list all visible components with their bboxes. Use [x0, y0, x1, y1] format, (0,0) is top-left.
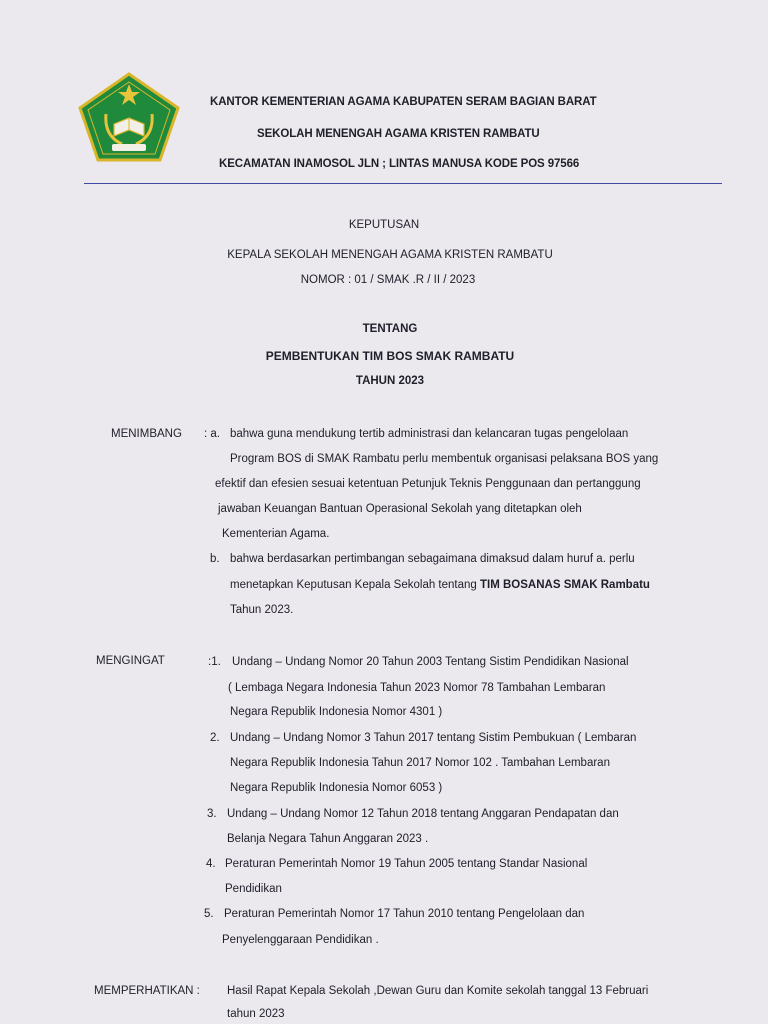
mengingat-2-marker: 2. [210, 732, 220, 744]
mengingat-5-line: Peraturan Pemerintah Nomor 17 Tahun 2010 tentang Pengelolaan dan [224, 908, 585, 920]
menimbang-a-line: bahwa guna mendukung tertib administrasi dan kelancaran tugas pengelolaan [230, 428, 629, 440]
mengingat-1-line: ( Lembaga Negara Indonesia Tahun 2023 Nomor 78 Tambahan Lembaran [228, 682, 606, 694]
mengingat-5-line: Penyelenggaraan Pendidikan . [222, 934, 379, 946]
mengingat-3-line: Undang – Undang Nomor 12 Tahun 2018 tentang Anggaran Pendapatan dan [227, 808, 619, 820]
menimbang-b-marker: b. [210, 553, 220, 565]
title-kepala: KEPALA SEKOLAH MENENGAH AGAMA KRISTEN RAMBATU [227, 249, 553, 261]
menimbang-a-line: efektif dan efesien sesuai ketentuan Petunjuk Teknis Penggunaan dan pertanggung [215, 478, 641, 490]
mengingat-4-line: Peraturan Pemerintah Nomor 19 Tahun 2005 tentang Standar Nasional [225, 858, 588, 870]
title-tahun: TAHUN 2023 [355, 375, 425, 387]
mengingat-3-marker: 3. [207, 808, 217, 820]
memperhatikan-line: tahun 2023 [227, 1008, 285, 1020]
memperhatikan-label: MEMPERHATIKAN : [94, 985, 200, 997]
title-keputusan: KEPUTUSAN [348, 219, 420, 231]
mengingat-label: MENGINGAT [96, 655, 165, 667]
letterhead-line-3: KECAMATAN INAMOSOL JLN ; LINTAS MANUSA KODE POS 97566 [219, 158, 580, 170]
menimbang-label: MENIMBANG [111, 428, 182, 440]
menimbang-a-line: jawaban Keuangan Bantuan Operasional Sekolah yang ditetapkan oleh [218, 503, 582, 515]
menimbang-a-marker: : a. [204, 428, 220, 440]
menimbang-b-line: Tahun 2023. [230, 604, 294, 616]
menimbang-b-line: menetapkan Keputusan Kepala Sekolah tentang TIM BOSANAS SMAK Rambatu [230, 579, 650, 591]
letterhead-line-1: KANTOR KEMENTERIAN AGAMA KABUPATEN SERAM BAGIAN BARAT [210, 96, 597, 108]
menimbang-b-bold: TIM BOSANAS SMAK Rambatu [480, 579, 650, 591]
mengingat-2-line: Negara Republik Indonesia Nomor 6053 ) [230, 782, 443, 794]
mengingat-4-marker: 4. [206, 858, 216, 870]
letterhead-divider [84, 183, 722, 184]
mengingat-1-line: Negara Republik Indonesia Nomor 4301 ) [230, 706, 443, 718]
mengingat-1-marker: :1. [208, 656, 221, 668]
mengingat-1-line: Undang – Undang Nomor 20 Tahun 2003 Tentang Sistim Pendidikan Nasional [232, 656, 629, 668]
mengingat-3-line: Belanja Negara Tahun Anggaran 2023 . [227, 833, 429, 845]
menimbang-a-line: Program BOS di SMAK Rambatu perlu membentuk organisasi pelaksana BOS yang [230, 453, 659, 465]
title-tentang: TENTANG [362, 323, 418, 335]
mengingat-2-line: Undang – Undang Nomor 3 Tahun 2017 tentang Sistim Pembukuan ( Lembaran [230, 732, 637, 744]
menimbang-b-line: bahwa berdasarkan pertimbangan sebagaimana dimaksud dalam huruf a. perlu [230, 553, 635, 565]
mengingat-4-line: Pendidikan [225, 883, 282, 895]
menimbang-a-line: Kementerian Agama. [222, 528, 330, 540]
mengingat-5-marker: 5. [204, 908, 214, 920]
memperhatikan-line: Hasil Rapat Kepala Sekolah ,Dewan Guru dan Komite sekolah tanggal 13 Februari [227, 985, 649, 997]
kementerian-agama-emblem-icon [78, 72, 180, 162]
title-nomor: NOMOR : 01 / SMAK .R / II / 2023 [300, 274, 476, 286]
title-subject: PEMBENTUKAN TIM BOS SMAK RAMBATU [265, 349, 515, 363]
mengingat-2-line: Negara Republik Indonesia Tahun 2017 Nomor 102 . Tambahan Lembaran [230, 757, 610, 769]
letterhead-line-2: SEKOLAH MENENGAH AGAMA KRISTEN RAMBATU [257, 128, 540, 140]
